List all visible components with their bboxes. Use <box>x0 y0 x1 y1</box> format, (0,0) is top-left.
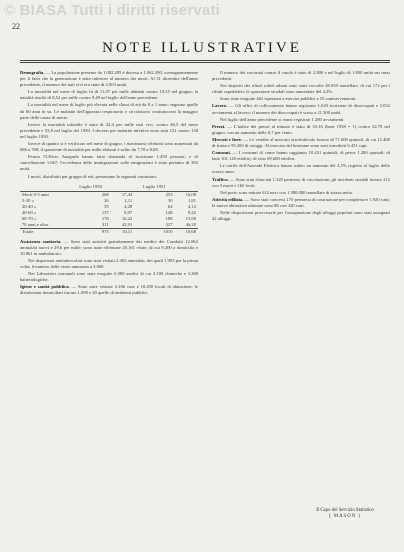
paragraph <box>20 141 198 153</box>
paragraph <box>212 103 390 115</box>
right-paragraphs <box>212 70 390 222</box>
paragraph <box>212 83 390 95</box>
table-header-row <box>20 183 198 192</box>
page-number: 22 <box>12 22 20 31</box>
paragraph <box>212 96 390 102</box>
table-body <box>20 191 198 235</box>
table-cell: 20-40 » <box>22 203 37 209</box>
left-column <box>20 70 198 297</box>
paragraph-text: — Gli uffici di collocamento hanno registrato 1.620 iscrizioni di disoccupati e 2.032 avviamenti al lavoro; il numero dei disoccupati è sceso a 21.500 unità. <box>212 103 390 115</box>
table-cell: 64 <box>167 203 173 209</box>
table-cell: 311 <box>101 221 109 227</box>
paragraph-text: Invece di quanto si è verificato nel mese di giugno, i matrimoni celebrati sono aumentati da 686 a 768; il quoziente di nuzialità per mille abitanti è salito da 7,70 a 8,68. <box>20 141 198 153</box>
table-header-cell <box>20 183 70 192</box>
paragraph-heading: Igiene e sanità pubblica. <box>20 284 70 290</box>
paragraph-text: — Sono stati assistiti gratuitamente dai medici dei Condotti 12.062 ammalati nuovi e 29,6 per mille; sono state effettuate 20.161 visite, di cui 9.200 a domicilio e 10.961 in ambulatorio. <box>20 238 198 256</box>
paragraph <box>212 210 390 222</box>
table-cell: 40-60 » <box>22 209 37 215</box>
paragraph-heading: Consumi. <box>212 150 231 156</box>
table-cell: Morti 0-5 anni <box>22 191 49 197</box>
table-cell: 4,12 <box>187 203 196 209</box>
table-cell: 30 <box>167 197 173 203</box>
table-cell: 975 <box>70 228 110 235</box>
paragraph <box>20 89 198 101</box>
paragraph-heading: Lavoro. <box>212 103 228 109</box>
paragraph-heading: Assistenza sanitaria. <box>20 238 62 244</box>
paragraph-text: Nei Laboratori comunali sono state eseguite 6.380 analisi di cui 3.100 chimiche e 3.280 batteriologiche. <box>20 271 198 283</box>
table-cell: 188 <box>165 215 173 221</box>
paragraph-text: — Sono stati rilasciati 1.320 permessi di circolazione; gli incidenti stradali furono 212 con 3 morti e 160 feriti. <box>212 176 390 188</box>
paragraph-text: — L'indice dei prezzi al minuto è stato di 53,16 (base 1938 = 1) contro 52,79 nel giugno, con un aumento dello 0,7 per cento. <box>212 123 390 135</box>
table-cell: 46,20 <box>185 221 196 227</box>
paragraph-text: Nelle disposizioni provvisorie per l'assegnazione degli alloggi popolari sono stati assegnati 42 alloggi. <box>212 209 390 222</box>
paragraph-text: La mortalità nel mese di luglio più elevata nelle classi di età da 0 a 1 anno; seguono quelle da 60 anni in su. Le malattie dell'apparato respiratorio e circolatorio costituiscono la maggior parte delle cause di morte. <box>20 102 198 120</box>
table-cell: 70 anni e oltre <box>22 221 49 227</box>
paragraph-text: — Le vendite al mercato ortofrutticolo furono di 71.600 quintali, di cui 12.400 di frutta e 59.200 di ortaggi. Al mercato del bestiame sono stati introdotti 6.451 capi. <box>212 136 391 149</box>
paragraph-heading: Prezzi. <box>212 123 226 129</box>
table-cell: 42,91 <box>121 221 133 227</box>
signature-title: Il Capo del Servizio Statistico <box>316 508 374 513</box>
table-cell: 26 <box>104 197 109 203</box>
paragraph-text: Le tariffe dell'Azienda Elettrica hanno subito un aumento del 4,5% rispetto al luglio dello scorso anno. <box>212 163 390 175</box>
table-cell: 148 <box>165 209 173 215</box>
paragraph-text: Nei dispensari antitubercolari sono stati visitati 2.463 ammalati, dei quali 1.093 per la prima volta; il numero delle visite ammonta a 5.860. <box>20 257 198 269</box>
table-header-cell <box>111 183 134 192</box>
table-cell: 55 <box>104 203 109 209</box>
title-rule-bottom <box>20 62 390 63</box>
paragraph-heading: Mercati e fiere. <box>212 136 243 142</box>
table-cell: Totale <box>20 228 70 235</box>
paragraph <box>212 150 390 162</box>
paragraph <box>212 117 390 123</box>
table-cell: 253 <box>165 191 173 197</box>
paragraph <box>20 154 198 172</box>
table-cell: 178 <box>101 215 109 221</box>
table-cell: 137 <box>101 209 109 215</box>
paragraph-text: I morti, distribuiti per gruppo di età, presentano le seguenti variazioni: <box>28 173 158 179</box>
paragraph <box>20 258 198 270</box>
signature-name: ( MASON ) <box>329 514 361 519</box>
left-paragraphs <box>20 70 198 180</box>
table-cell: 327 <box>165 221 173 227</box>
table-cell: 4,28 <box>124 203 133 209</box>
paragraph <box>212 177 390 189</box>
page-title: NOTE ILLUSTRATIVE <box>102 40 302 56</box>
paragraph-text: La mortalità nel mese di luglio fu di 11,07 per mille abitanti contro 10,55 nel giugno; la natalità risultò di 8,52 per mille contro 9,49 nel luglio dell'anno precedente. <box>20 89 198 101</box>
table-cell: 268 <box>101 191 109 197</box>
signature-block <box>300 508 390 520</box>
table-cell: 1,81 <box>187 197 196 203</box>
mortality-table <box>20 183 198 235</box>
paragraph <box>212 137 390 149</box>
paragraph-text: Sono state eseguite 462 ispezioni a esercizi pubblici e 55 contravvenzioni. <box>220 96 357 102</box>
paragraph <box>212 197 390 209</box>
paragraph <box>20 239 198 257</box>
title-rule-top <box>20 60 390 61</box>
watermark: © BIASA Tutti i diritti riservati <box>4 2 221 19</box>
table-cell: 1010 <box>134 228 174 235</box>
paragraph <box>20 122 198 140</box>
paragraph-heading: Demografia. <box>20 70 45 75</box>
table-cell: 17,44 <box>121 191 133 197</box>
table-cell: 15,60 <box>185 215 196 221</box>
table-header-cell: Luglio 1950 <box>70 183 110 192</box>
paragraph-heading: Traffico. <box>212 176 229 182</box>
table-cell: 16,08 <box>185 191 196 197</box>
paragraph <box>212 124 390 136</box>
paragraph <box>20 174 198 180</box>
paragraph <box>20 102 198 120</box>
paragraph-text: Il numero dei vaccinati contro il vaiolo è stato di 2.800 e nel luglio di 1.800 unità nei mesi precedenti. <box>212 70 390 82</box>
table-cell: 9,42 <box>187 209 196 215</box>
paragraph-text: Nei depositi dei rifiuti solidi urbani sono state raccolte 48.650 tonnellate, di cui 172 per i rifiuti ospedalieri; le spazzature stradali sono aumentate del 4,2%. <box>212 83 390 95</box>
paragraph <box>20 70 198 88</box>
table-cell: 8,97 <box>124 209 133 215</box>
table-cell: 5-20 » <box>22 197 34 203</box>
paragraph-text: — Sono stati concessi 170 permessi di costruzione per complessivi 1.920 vani; le nuove abitazioni ultimate sono 86 con 420 vani. <box>212 196 390 208</box>
paragraph <box>212 190 390 196</box>
paragraph-text: Invece la mortalità infantile è stata di 42,4 per mille nati vivi, contro 46,5 del mese precedente e 53,8 nel luglio del 1950. I decessi per malattie infettive sono stati 152 contro 148 nel luglio 1950. <box>20 121 198 139</box>
paragraph-text: — I consumi di carne hanno raggiunto 10.431 quintali; di pesce 1.280 quintali; di latte 101.120 ettolitri; di vino 69.600 ettolitri. <box>212 150 390 162</box>
table-cell: 16,22 <box>121 215 133 221</box>
table-cell: 2,11 <box>124 197 133 203</box>
table-cell: 10,68 <box>174 228 198 235</box>
table-header-cell: Luglio 1951 <box>134 183 174 192</box>
paragraph-text: — La popolazione presente da 1.082.285 è discesa a 1.062.290, conseguentemente per il fatto che la generazione è stata inferiore al numero dei morti. Al 31 dicembre dell'anno precedente, il numero dei nati vivi era stato di 2.003 unità. <box>20 70 198 88</box>
paragraph-text: — Sono state visitate 2.166 case e 10.450 locali di abitazione; le disinfezioni domiciliari furono 1.090 e 20 quelle di ambienti pubblici. <box>20 284 198 296</box>
table-header-cell <box>174 183 198 192</box>
paragraph-heading: Attività edilizia. <box>212 196 244 202</box>
paragraph-text: Nel luglio dell'anno precedente si erano registrati 1.280 avviamenti. <box>220 116 345 122</box>
paragraph <box>212 70 390 82</box>
paragraph <box>20 271 198 283</box>
paragraph <box>20 284 198 296</box>
right-column <box>212 70 390 223</box>
paragraph <box>212 163 390 175</box>
paragraph-text: Nel porto sono entrate 612 navi con 1.380.000 tonnellate di stazza netta. <box>220 189 353 195</box>
left-paragraphs-after <box>20 239 198 297</box>
table-cell: 10,11 <box>111 228 134 235</box>
table-row <box>20 228 198 235</box>
table-cell: 60-70 » <box>22 215 37 221</box>
paragraph-text: Fermo l'Ufficio Anagrafe hanno fatto domanda di iscrizione 1.450 persone, e di cancellazione 1.067; l'eccedenza delle immigrazioni sulle emigrazioni è stata pertanto di 383 unità. <box>20 154 198 172</box>
